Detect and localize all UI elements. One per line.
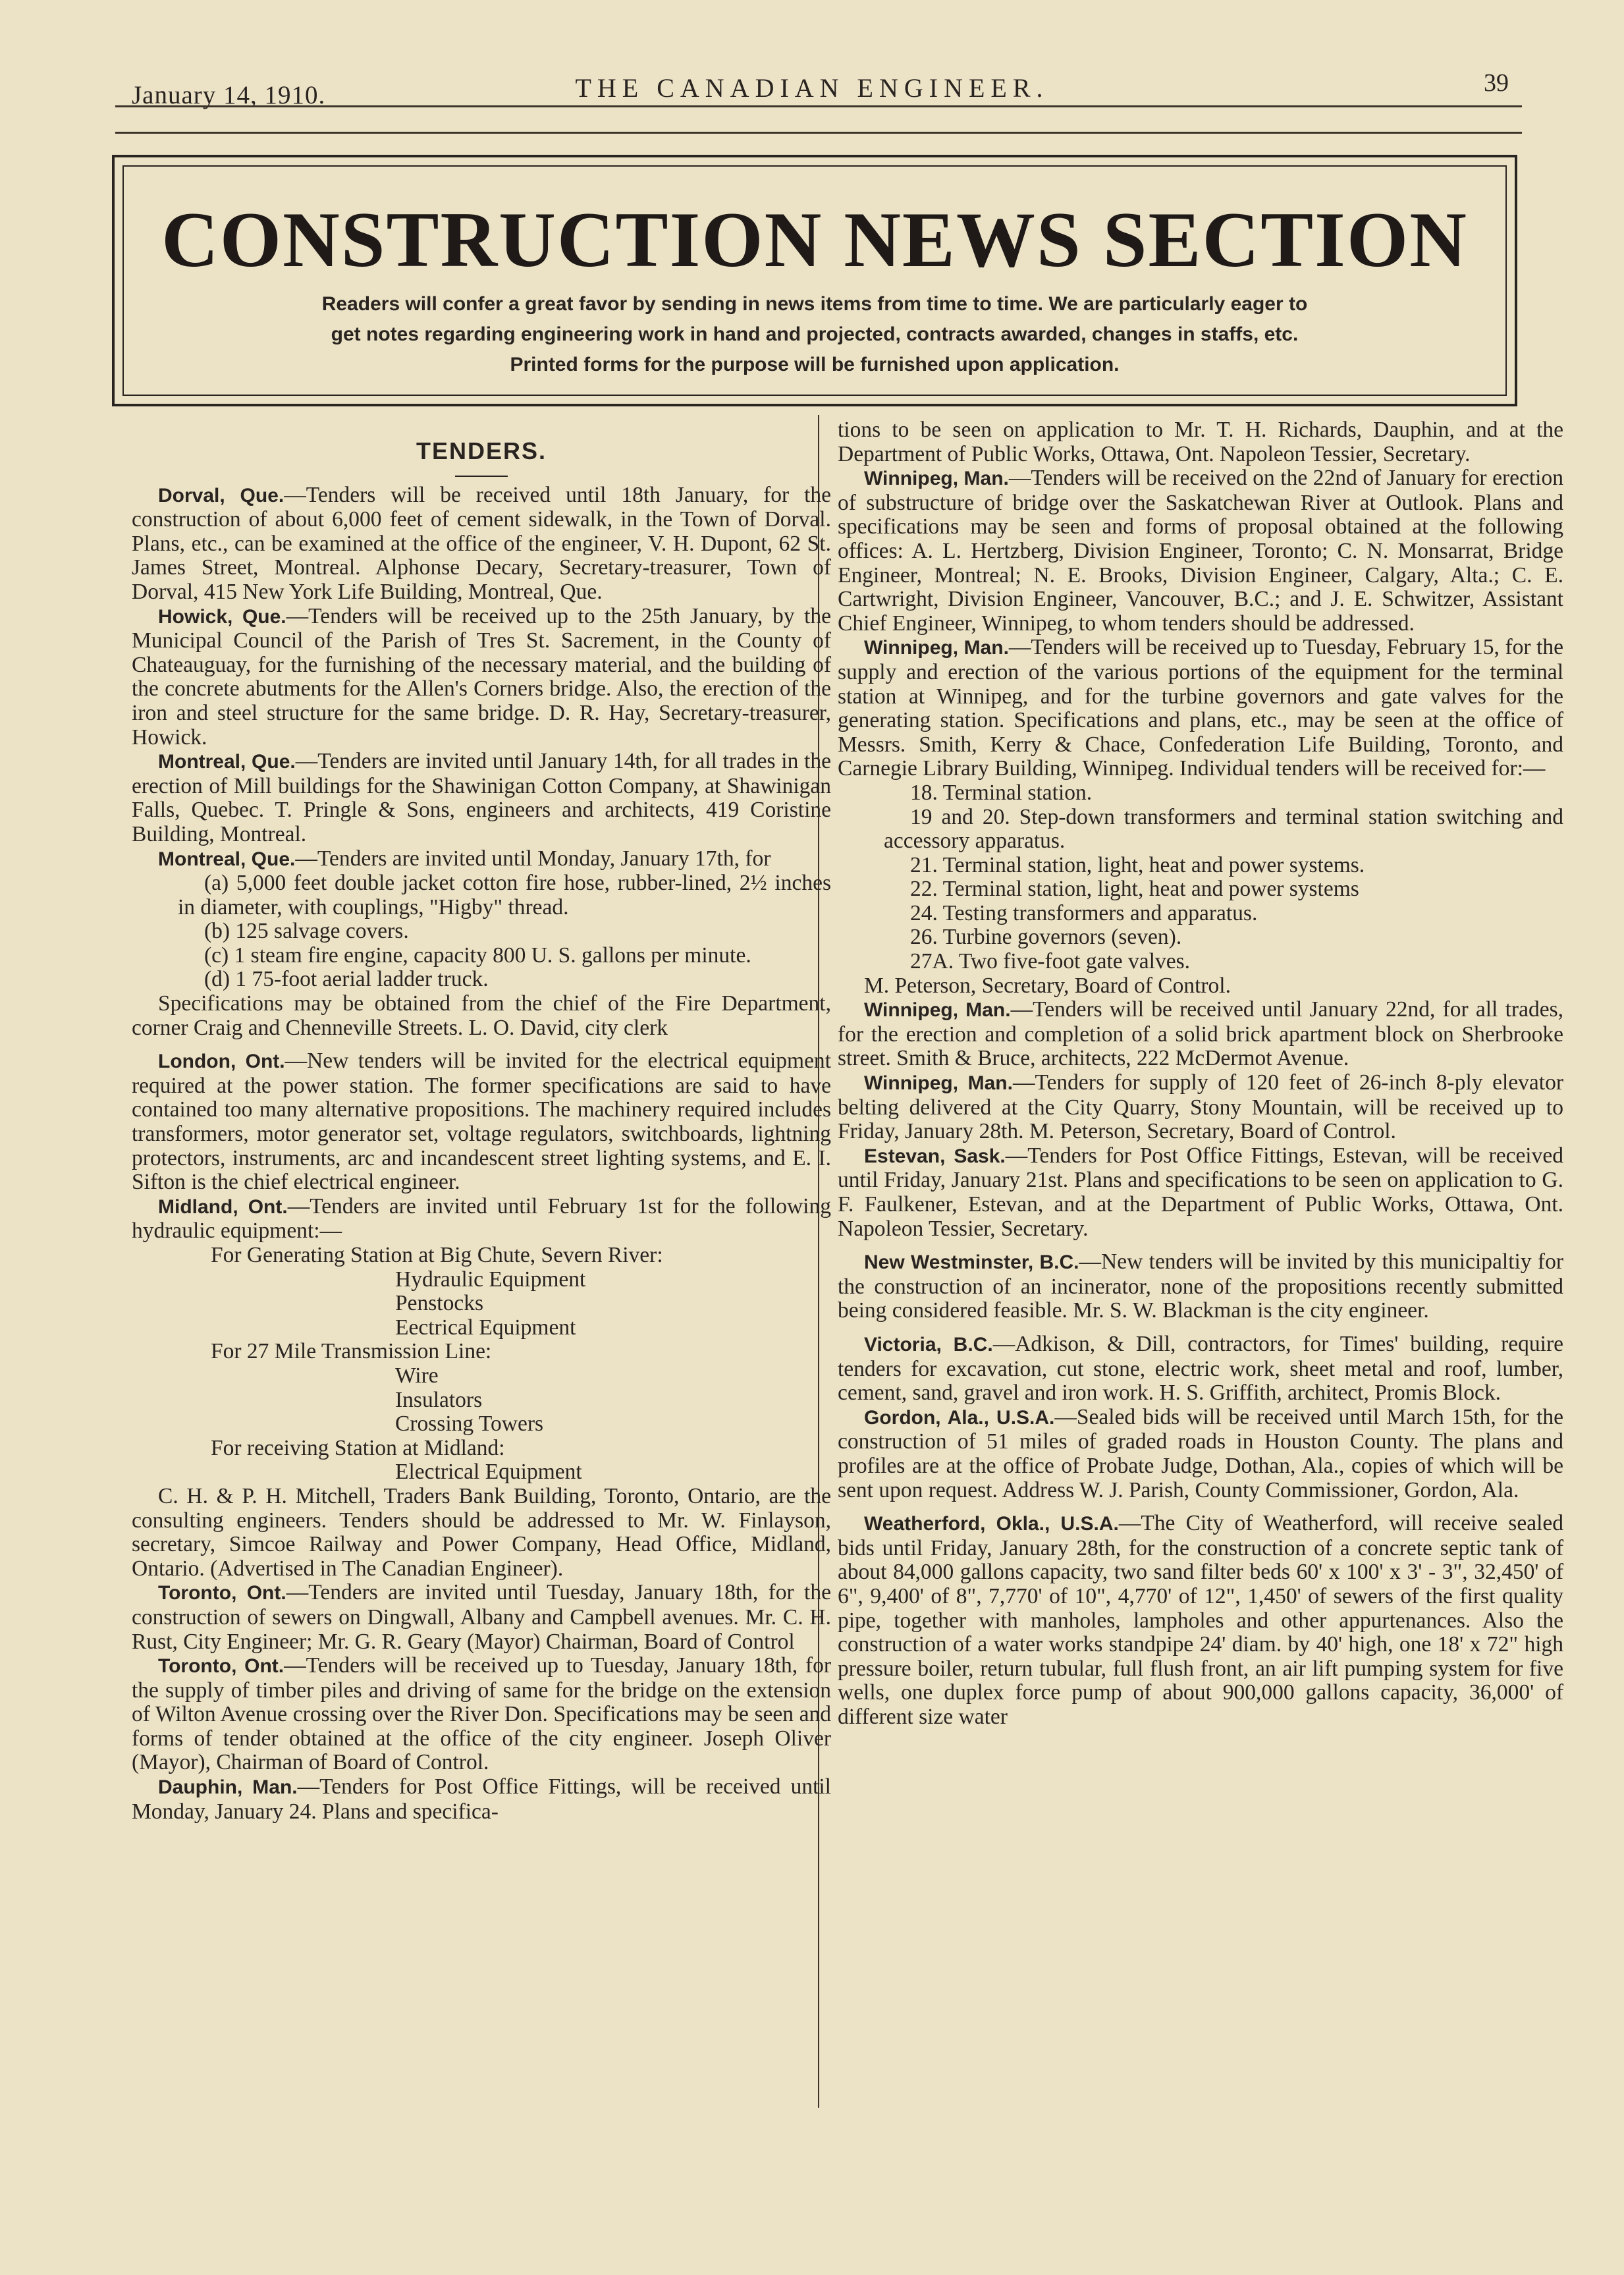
item-text: —Sealed bids will be received until March 15th, for the construction of 51 miles of graded roads in Houston County. The plans and profiles are at the office of Probate Judge, Dothan, Ala., copies of which will be sent upon request. Address W. J. Parish, County Commissioner, Gordon, Ala. [838, 1404, 1563, 1502]
banner-notice [176, 289, 1453, 380]
item-howick [132, 605, 831, 750]
item-text: —The City of Weatherford, will receive sealed bids until Friday, January 28th, for the construction of a concrete septic tank of about 84,000 gallons capacity, two sand filter beds 60' x 100' x 3' - 3", 32,450' of 6", 9,400' of 8", 7,770' of 10", 4,770' of 12", 1,450' of sewers of the first quality pipe, together with manholes, lampholes and other appurtenances. Also the construction of a water works standpipe 24' diam. by 40' high, one 18' x 72" high pressure boiler, return tubular, full flush front, an air lift pumping system for five wells, one duplex force pump of about 900,000 gallons capacity, 36,000' of different size water [838, 1511, 1563, 1729]
item-toronto-piles [132, 1654, 831, 1775]
item-london [132, 1049, 831, 1195]
heading-dash [455, 476, 508, 477]
item-dauphin [132, 1775, 831, 1824]
item-winnipeg-terminal-tail: M. Peterson, Secretary, Board of Control. [864, 973, 1231, 998]
place-name: Winnipeg, Man. [864, 637, 1009, 659]
item-text: —Tenders will be received up to Tuesday, February 15, for the supply and erection of the various portions of the equipment for the terminal station at Winnipeg, and for the turbine governors and gate valves for the generating station. Specifications and plans, etc., may be seen at the office of Messrs. Smith, Kerry & Chace, Confederation Life Building, Toronto, and Carnegie Library Building, Winnipeg. Individual tenders will be received for:— [838, 635, 1563, 781]
place-name: New Westminster, B.C. [864, 1251, 1079, 1274]
banner-line-1: Readers will confer a great favor by sending in news items from time to time. We are particularly eager to [321, 293, 1308, 315]
banner-line-2: get notes regarding engineering work in hand and projected, contracts awarded, changes in staffs, etc. [331, 323, 1299, 345]
list-item: Hydraulic Equipment [395, 1267, 586, 1292]
publication-title: THE CANADIAN ENGINEER. [575, 73, 1049, 103]
list-item: 22. Terminal station, light, heat and power systems [910, 877, 1359, 902]
item-text: —Tenders will be received up to the 25th January, by the Municipal Council of the Parish of Tres St. Sacrement, in the County of Chateauguay, for the furnishing of the necessary material, and the building of the concrete abutments for the Allen's Corners bridge. Also, the erection of the iron and steel structure for the same bridge. D. R. Hay, Secretary-treasurer, Howick. [132, 603, 831, 750]
item-dorval [132, 483, 831, 605]
place-name: London, Ont. [158, 1051, 285, 1073]
item-montreal-mill [132, 750, 831, 846]
list-item: Crossing Towers [395, 1412, 544, 1437]
item-text: —Tenders for Post Office Fittings, will be received until Monday, January 24. Plans and specifica- [132, 1774, 831, 1824]
item-estevan [838, 1144, 1563, 1241]
item-montreal-fire [132, 847, 831, 872]
midland-transmission: For 27 Mile Transmission Line: [211, 1339, 492, 1364]
item-victoria [838, 1332, 1563, 1406]
list-item: 18. Terminal station. [910, 780, 1093, 805]
item-text: —Tenders are invited until January 14th, for all trades in the erection of Mill buildings for the Shawinigan Cotton Company, at Shawinigan Falls, Quebec. T. Pringle & Sons, engineers and architects, 419 Coristine Building, Montreal. [132, 749, 832, 846]
item-toronto-sewers [132, 1581, 831, 1654]
place-name: Winnipeg, Man. [864, 999, 1011, 1022]
section-banner [112, 155, 1517, 406]
item-midland-tail: C. H. & P. H. Mitchell, Traders Bank Building, Toronto, Ontario, are the consulting engineers. Tenders should be addressed to Mr. W. Finlayson, secretary, Simcoe Railway and Power Company, Head Office, Midland, Ontario. (Advertised in The Canadian Engineer). [132, 1483, 831, 1581]
left-column [132, 418, 831, 1824]
banner-inner-border [122, 165, 1507, 396]
item-winnipeg-belting [838, 1071, 1563, 1144]
item-weatherford [838, 1512, 1563, 1729]
place-name: Toronto, Ont. [158, 1655, 284, 1678]
item-text: —Tenders will be received until 18th January, for the construction of about 6,000 feet of cement sidewalk, in the Town of Dorval. Plans, etc., can be examined at the office of the engineer, V. H. Dupont, 62 St. James Street, Montreal. Alphonse Decary, Secretary-treasurer, Town of Dorval, 415 New York Life Building, Montreal, Que. [132, 482, 832, 604]
place-name: Gordon, Ala., U.S.A. [864, 1406, 1055, 1429]
list-item: Eectrical Equipment [395, 1315, 576, 1340]
item-text: —New tenders will be invited for the electrical equipment required at the power station. The former specifications are said to have contained too many alternative propositions. The machinery required includes transformers, motor generator set, voltage regulators, switchboards, lightning protectors, instruments, arc and incandescent street lighting systems, and E. I. Sifton is the chief electrical engineer. [132, 1049, 831, 1195]
item-new-westminster [838, 1250, 1563, 1323]
banner-line-3: Printed forms for the purpose will be furnished upon application. [510, 354, 1120, 375]
header-rule-top [115, 105, 1522, 107]
place-name: Estevan, Sask. [864, 1145, 1006, 1167]
page-header [115, 63, 1509, 123]
item-text: —Tenders are invited until Monday, January 17th, for [295, 846, 771, 871]
place-name: Winnipeg, Man. [864, 468, 1009, 490]
item-text: —Tenders are invited until Tuesday, January 18th, for the construction of sewers on Dingwall, Albany and Campbell avenues. Mr. C. H. Rust, City Engineer; Mr. G. R. Geary (Mayor) Chairman, Board of Control [132, 1580, 831, 1654]
item-dauphin-continued: tions to be seen on application to Mr. T. H. Richards, Dauphin, and at the Department of Public Works, Ottawa, Ont. Napoleon Tessier, Secretary. [838, 418, 1563, 466]
place-name: Montreal, Que. [158, 751, 296, 773]
item-gordon [838, 1406, 1563, 1502]
item-winnipeg-apartment [838, 998, 1563, 1071]
header-rule-bottom [115, 132, 1522, 134]
place-name: Weatherford, Okla., U.S.A. [864, 1513, 1119, 1535]
list-item: Insulators [395, 1387, 483, 1412]
list-item: 24. Testing transformers and apparatus. [910, 900, 1258, 925]
list-item: Wire [395, 1363, 439, 1388]
midland-receiving: For receiving Station at Midland: [211, 1435, 505, 1460]
list-item: 26. Turbine governors (seven). [910, 925, 1182, 950]
item-midland [132, 1195, 831, 1244]
item-text: —Tenders will be received until January 22nd, for all trades, for the erection and completion of a solid brick apartment block on Sherbrooke street. Smith & Bruce, architects, 222 McDermot Avenue. [838, 997, 1563, 1071]
list-item: (c) 1 steam fire engine, capacity 800 U. S. gallons per minute. [204, 943, 751, 968]
item-text: —Tenders will be received up to Tuesday, January 18th, for the supply of timber piles and driving of same for the bridge on the extension of Wilton Avenue crossing over the River Don. Specifications may be seen and forms of tender obtained at the office of the city engineer. Joseph Oliver (Mayor), Chairman of Board of Control. [132, 1653, 831, 1775]
list-item: (d) 1 75-foot aerial ladder truck. [204, 967, 489, 992]
right-column [838, 418, 1563, 1729]
item-winnipeg-terminal [838, 636, 1563, 781]
list-item: Penstocks [395, 1291, 483, 1316]
list-item: (a) 5,000 feet double jacket cotton fire hose, rubber-lined, 2½ inches in diameter, with couplings, "Higby" thread. [178, 871, 831, 919]
place-name: Dauphin, Man. [158, 1776, 298, 1799]
list-item: 19 and 20. Step-down transformers and terminal station switching and accessory apparatus. [884, 804, 1563, 854]
item-montreal-fire-tail: Specifications may be obtained from the chief of the Fire Department, corner Craig and Chenneville Streets. L. O. David, city clerk [132, 991, 831, 1040]
list-item: (b) 125 salvage covers. [204, 919, 409, 944]
issue-date: January 14, 1910. [132, 81, 326, 109]
midland-generating: For Generating Station at Big Chute, Severn River: [211, 1243, 663, 1267]
list-item: 21. Terminal station, light, heat and power systems. [910, 852, 1365, 877]
page-number: 39 [1484, 69, 1509, 97]
item-text: —Adkison, & Dill, contractors, for Times' building, require tenders for excavation, cut stone, electric work, sheet metal and roof, lumber, cement, sand, gravel and iron work. H. S. Griffith, architect, Promis Block. [838, 1331, 1564, 1406]
item-text: —New tenders will be invited by this municipaltiy for the construction of an incinerator, none of the propositions recently submitted being considered feasible. Mr. S. W. Blackman is the city engineer. [838, 1249, 1563, 1323]
item-text: —Tenders for Post Office Fittings, Estevan, will be received until Friday, January 21st. Plans and specifications to be seen on application to G. F. Faulkener, Estevan, and at the Department of Public Works, Ottawa, Ont. Napoleon Tessier, Secretary. [838, 1143, 1563, 1241]
place-name: Dorval, Que. [158, 484, 284, 507]
banner-title: CONSTRUCTION NEWS SECTION [161, 196, 1468, 283]
place-name: Montreal, Que. [158, 848, 296, 870]
list-item: 27A. Two five-foot gate valves. [910, 949, 1190, 974]
item-text: —Tenders are invited until February 1st for the following hydraulic equipment:— [132, 1193, 831, 1244]
item-winnipeg-bridge [838, 466, 1563, 636]
item-text: —Tenders will be received on the 22nd of January for erection of substructure of bridge over the Saskatchewan River at Outlook. Plans and specifications may be seen and forms of proposal obtained at the following offices: A. L. Hertzberg, Division Engineer, Toronto; C. N. Monsarrat, Bridge Engineer, Montreal; N. E. Brooks, Division Engineer, Calgary, Alta.; C. E. Cartwright, Division Engineer, Vancouver, B.C.; and J. E. Schwitzer, Assistant Chief Engineer, Winnipeg, to whom tenders should be addressed. [838, 466, 1563, 636]
item-text: —Tenders for supply of 120 feet of 26-inch 8-ply elevator belting delivered at the City Quarry, Stony Mountain, will be received up to Friday, January 28th. M. Peterson, Secretary, Board of Control. [838, 1070, 1563, 1144]
tenders-heading: TENDERS. [416, 437, 547, 464]
place-name: Winnipeg, Man. [864, 1072, 1013, 1095]
place-name: Toronto, Ont. [158, 1582, 286, 1604]
place-name: Victoria, B.C. [864, 1333, 993, 1356]
place-name: Midland, Ont. [158, 1195, 288, 1218]
list-item: Electrical Equipment [395, 1460, 582, 1485]
place-name: Howick, Que. [158, 605, 286, 628]
